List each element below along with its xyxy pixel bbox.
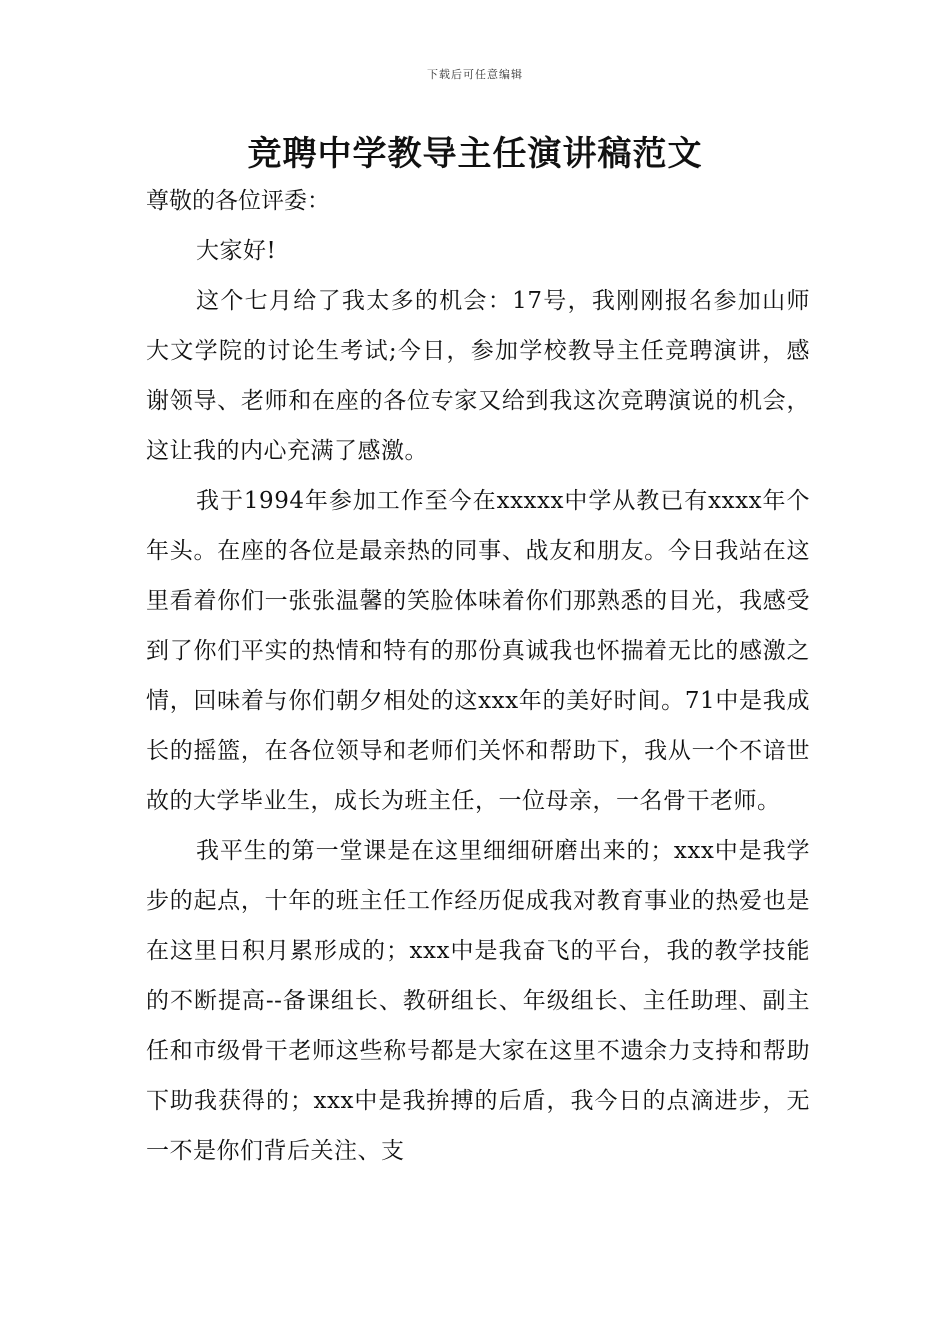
paragraph-opportunity: 这个七月给了我太多的机会：17号，我刚刚报名参加山师大文学院的讨论生考试;今日，参加学校教导主任竞聘演讲，感谢领导、老师和在座的各位专家又给到我这次竞聘演说的机会，这让我的内心充满了感激。 xyxy=(146,288,810,464)
paragraph-career: 我于1994年参加工作至今在xxxxx中学从教已有xxxx年个年头。在座的各位是最亲热的同事、战友和朋友。今日我站在这里看着你们一张张温馨的笑脸体味着你们那熟悉的目光，我感受到了你们平实的热情和特有的那份真诚我也怀揣着无比的感激之情，回味着与你们朝夕相处的这xxx年的美好时间。71中是我成长的摇篮，在各位领导和老师们关怀和帮助下，我从一个不谙世故的大学毕业生，成长为班主任，一位母亲，一名骨干老师。 xyxy=(146,488,810,814)
document-title: 竞聘中学教导主任演讲稿范文 xyxy=(247,134,703,174)
paragraph-first-class: 我平生的第一堂课是在这里细细研磨出来的；xxx中是我学步的起点，十年的班主任工作经历促成我对教育事业的热爱也是在这里日积月累形成的；xxx中是我奋飞的平台，我的教学技能的不断提高--备课组长、教研组长、年级组长、主任助理、副主任和市级骨干老师这些称号都是大家在这里不遗余力支持和帮助下助我获得的；xxx中是我拚搏的后盾，我今日的点滴进步，无一不是你们背后关注、支 xyxy=(146,838,810,1164)
paragraph-greeting: 大家好! xyxy=(196,238,277,264)
document-body xyxy=(146,176,810,1176)
salutation: 尊敬的各位评委： xyxy=(146,188,330,214)
header-note: 下载后可任意编辑 xyxy=(427,68,523,81)
